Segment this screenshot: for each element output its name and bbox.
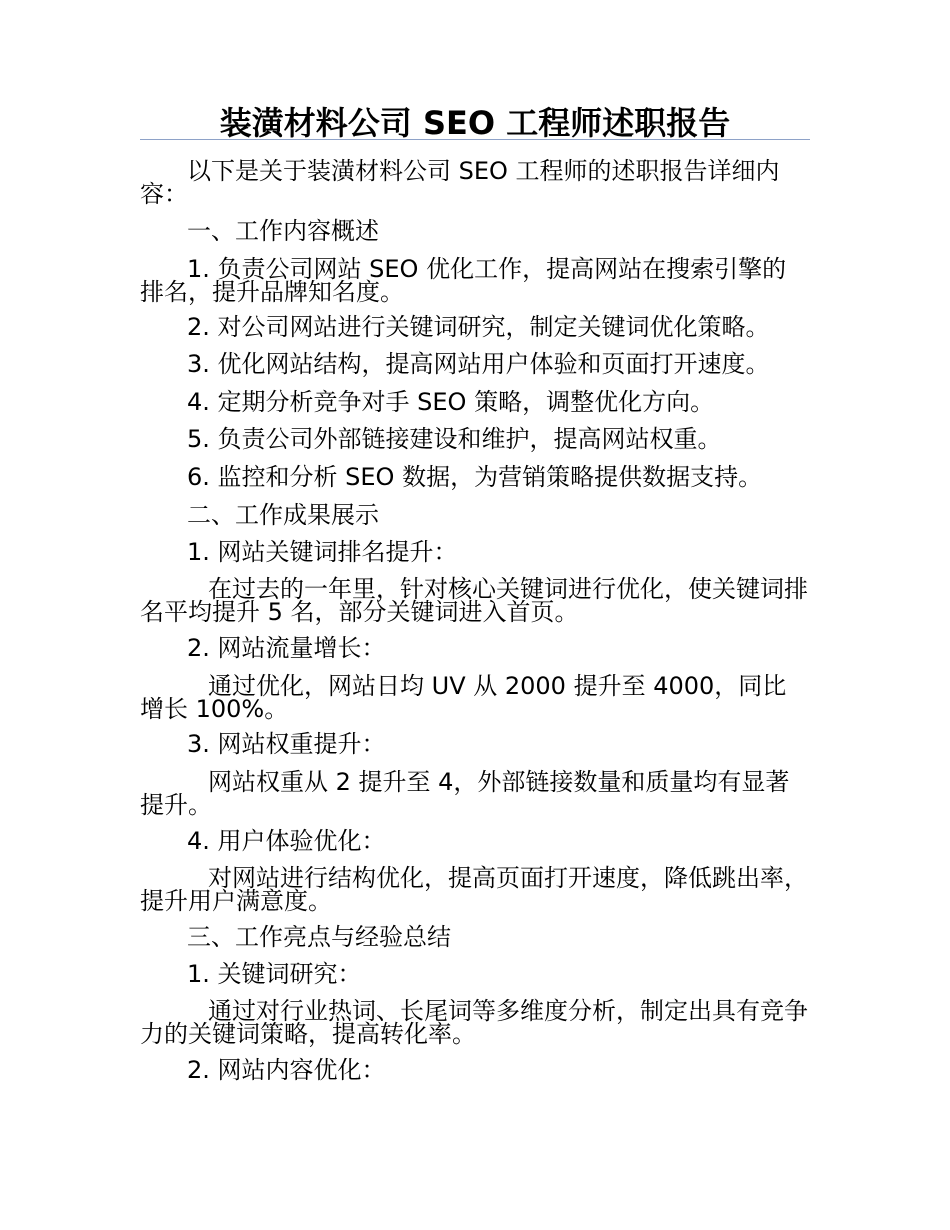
section-heading	[140, 217, 810, 245]
list-item-text: 5. 负责公司外部链接建设和维护，提高网站权重。	[187, 425, 722, 453]
body-paragraph	[140, 672, 810, 723]
list-item	[140, 255, 810, 306]
heading-text: 三、工作亮点与经验总结	[187, 923, 451, 951]
subheading-text: 4. 用户体验优化：	[187, 827, 386, 855]
body-paragraph	[140, 768, 810, 819]
subheading-text: 2. 网站内容优化：	[187, 1056, 386, 1084]
list-item-text: 1. 负责公司网站 SEO 优化工作，提高网站在搜索引擎的排名，提升品牌知名度。	[140, 255, 787, 306]
list-item	[140, 463, 810, 491]
section-heading	[140, 501, 810, 529]
heading-text: 一、工作内容概述	[187, 217, 379, 245]
list-item-text: 4. 定期分析竞争对手 SEO 策略，调整优化方向。	[187, 388, 715, 416]
subsection-heading	[140, 538, 810, 566]
subsection-heading	[140, 1056, 810, 1084]
paragraph-text: 通过对行业热词、长尾词等多维度分析，制定出具有竞争力的关键词策略，提高转化率。	[140, 997, 808, 1048]
list-item-text: 6. 监控和分析 SEO 数据，为营销策略提供数据支持。	[187, 463, 763, 491]
subheading-text: 2. 网站流量增长：	[187, 634, 386, 662]
subsection-heading	[140, 730, 810, 758]
subsection-heading	[140, 634, 810, 662]
document-title: 装潢材料公司 SEO 工程师述职报告	[219, 104, 731, 142]
list-item	[140, 388, 810, 416]
paragraph-text: 以下是关于装潢材料公司 SEO 工程师的述职报告详细内容：	[140, 157, 780, 208]
body-paragraph	[140, 575, 810, 626]
title-underline	[140, 139, 810, 140]
subsection-heading	[140, 960, 810, 988]
intro-paragraph	[140, 157, 810, 208]
subheading-text: 1. 网站关键词排名提升：	[187, 538, 458, 566]
list-item-text: 3. 优化网站结构，提高网站用户体验和页面打开速度。	[187, 350, 770, 378]
list-item	[140, 313, 810, 341]
heading-text: 二、工作成果展示	[187, 501, 379, 529]
subheading-text: 3. 网站权重提升：	[187, 730, 386, 758]
paragraph-text: 通过优化，网站日均 UV 从 2000 提升至 4000，同比增长 100%。	[140, 672, 787, 723]
paragraph-text: 在过去的一年里，针对核心关键词进行优化，使关键词排名平均提升 5 名，部分关键词进入首页。	[140, 575, 808, 626]
paragraph-text: 网站权重从 2 提升至 4，外部链接数量和质量均有显著提升。	[140, 768, 790, 819]
subsection-heading	[140, 827, 810, 855]
paragraph-text: 对网站进行结构优化，提高页面打开速度，降低跳出率，提升用户满意度。	[140, 864, 808, 915]
subheading-text: 1. 关键词研究：	[187, 960, 362, 988]
list-item	[140, 350, 810, 378]
section-heading	[140, 923, 810, 951]
list-item	[140, 425, 810, 453]
body-paragraph	[140, 997, 810, 1048]
list-item-text: 2. 对公司网站进行关键词研究，制定关键词优化策略。	[187, 313, 770, 341]
body-paragraph	[140, 864, 810, 915]
